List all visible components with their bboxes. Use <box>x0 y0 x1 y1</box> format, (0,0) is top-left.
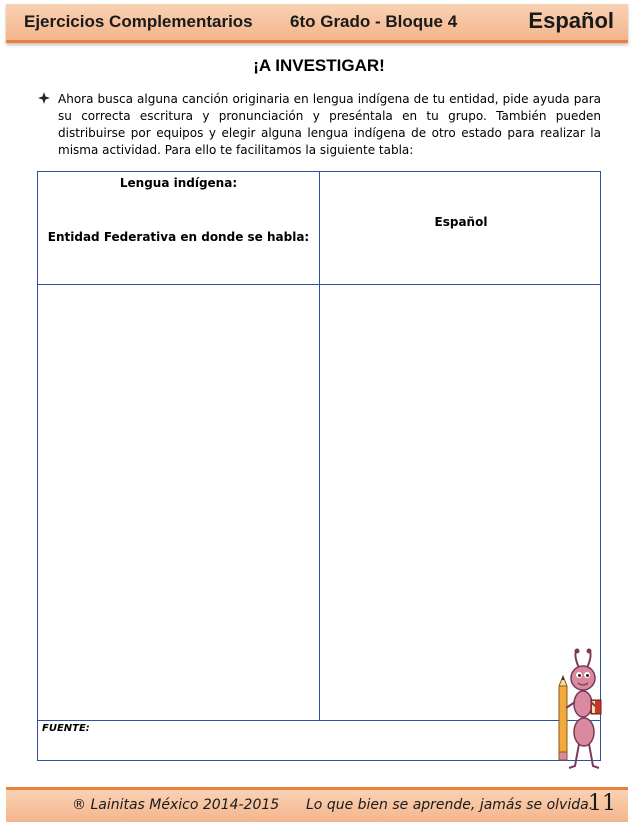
diamond-bullet-icon <box>38 92 50 107</box>
header-grade-block: 6to Grado - Bloque 4 <box>290 12 458 31</box>
header-banner <box>6 4 628 43</box>
column-divider <box>319 172 320 720</box>
ant-pencil-mascot-icon <box>553 648 607 770</box>
activity-table <box>37 171 601 761</box>
fuente-label: FUENTE: <box>42 723 90 734</box>
header-row-divider <box>38 284 600 285</box>
entidad-federativa-label: Entidad Federativa en donde se habla: <box>47 230 310 244</box>
lengua-indigena-label: Lengua indígena: <box>119 176 238 190</box>
footer-banner <box>6 787 628 822</box>
footer-motto: Lo que bien se aprende, jamás se olvida. <box>306 797 594 813</box>
page-number: 11 <box>588 791 616 816</box>
source-row-divider <box>38 720 600 721</box>
espanol-column-label: Español <box>434 215 488 229</box>
header-subject: Español <box>528 8 614 33</box>
instructions-paragraph: Ahora busca alguna canción originaria en lengua indígena de tu entidad, pide ayuda para su correcta escritura y pronunciación y preséntala en tu grupo. También pueden distribuirse por equipos y elegir alguna lengua indígena de otro estado para realizar la misma actividad. Para ello te facilitamos la siguiente tabla: <box>58 92 601 157</box>
footer-copyright: ® Lainitas México 2014-2015 <box>72 797 280 813</box>
header-series: Ejercicios Complementarios <box>24 12 253 31</box>
page-title: ¡A INVESTIGAR! <box>253 56 385 75</box>
